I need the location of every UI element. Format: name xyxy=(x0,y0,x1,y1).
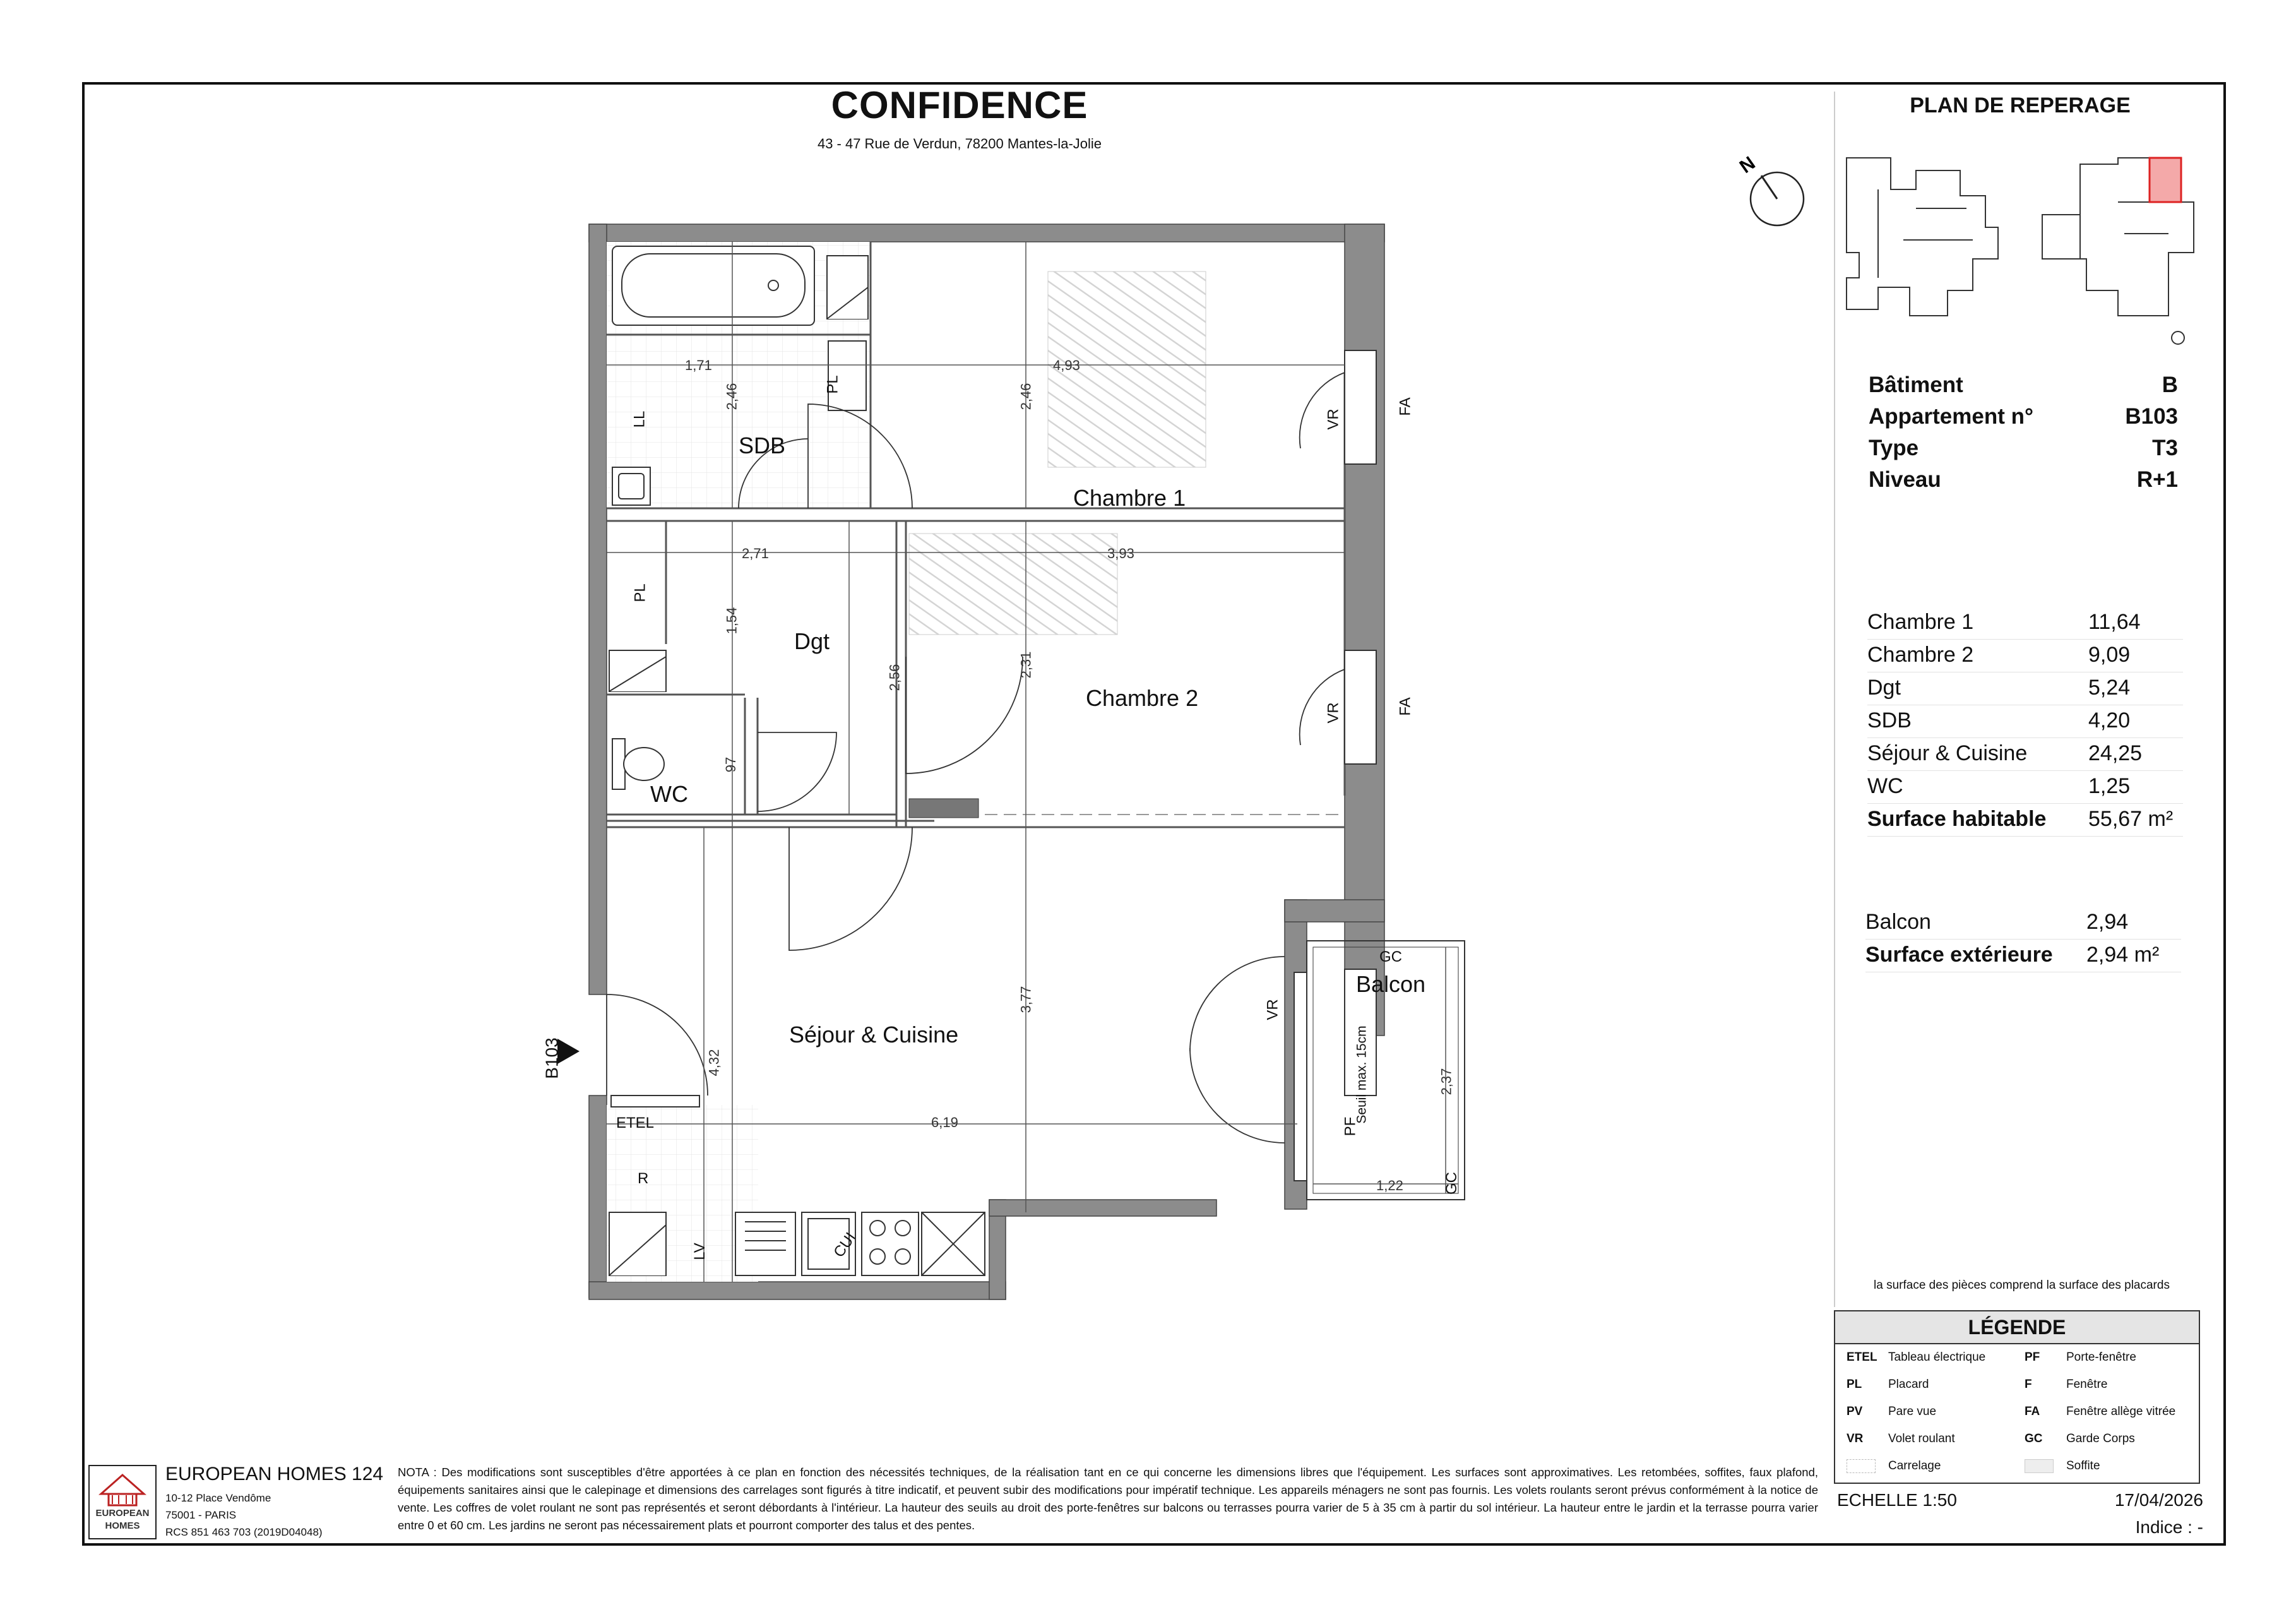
scale-label: ECHELLE 1:50 xyxy=(1837,1490,1957,1510)
key-plan-compass-icon xyxy=(2172,331,2184,344)
room-dgt: Dgt xyxy=(794,628,830,654)
label-cui: CUI xyxy=(830,1229,860,1261)
label-etel: ETEL xyxy=(616,1114,655,1131)
label-seuil: Seuil max. 15cm xyxy=(1354,1025,1369,1124)
dim-97: 97 xyxy=(723,756,739,773)
legend-item: PV Pare vue xyxy=(1847,1405,1937,1418)
legend-item: F Fenêtre xyxy=(2025,1378,2108,1391)
dim-2-46-ch1: 2,46 xyxy=(1018,383,1034,410)
dim-2-56: 2,56 xyxy=(886,664,903,691)
dim-3-93: 3,93 xyxy=(1107,546,1134,561)
dim-2-31: 2,31 xyxy=(1018,651,1034,679)
label-pf: PF xyxy=(1341,1116,1359,1137)
company-address-1: 10-12 Place Vendôme xyxy=(165,1492,271,1504)
dim-4-32: 4,32 xyxy=(706,1049,722,1077)
page-address: 43 - 47 Rue de Verdun, 78200 Mantes-la-Jolie xyxy=(817,136,1102,152)
legend-item-soffite: Soffite xyxy=(2025,1459,2195,1476)
soffite-chambre2 xyxy=(909,534,1117,635)
placard-dgt-icon xyxy=(609,650,666,691)
dim-3-77: 3,77 xyxy=(1018,986,1034,1013)
legend-item: FA Fenêtre allège vitrée xyxy=(2025,1405,2176,1418)
info-niveau: Niveau R+1 xyxy=(1869,467,2178,492)
room-chambre1: Chambre 1 xyxy=(1073,485,1186,511)
north-label: N xyxy=(1735,152,1759,178)
company-name: EUROPEAN HOMES 124 xyxy=(165,1464,384,1484)
nota-text: NOTA : Des modifications sont susceptibles d'être apportées à ce plan en fonction des nécessités techniques, de la réalisation tant en ce qui concerne les dimensions libres que l'équipement. Les surfaces sont approximatives. Les retombées, soffites, faux plafond, équipements sanitaires ainsi que le calepinage et dimensions des carrelages sont figurés à titre indicatif, et peuvent subir des modifications pour impératif technique. Les appareils ménagers ne sont pas fournis. Les volets roulants seront prévus conformément à la notice de vente. Les coffres de volet roulant ne sont pas représentés et seront débordants à l'intérieur. La hauteur des seuils au droit des porte-fenêtres sur balcons ou terrasses pourra varier de 5 à 35 cm à partir du sol intérieur. La hauteur entre le jardin et la terrasse pourra varier entre 0 et 60 cm. Les jardins ne seront pas nécessairement plats et pourront comporter des talus et des pentes. xyxy=(398,1466,1818,1532)
room-wc: WC xyxy=(650,781,688,807)
dim-1-22: 1,22 xyxy=(1376,1178,1403,1193)
north-compass-icon xyxy=(1730,152,1818,240)
dim-4-93: 4,93 xyxy=(1053,357,1080,373)
legend xyxy=(1834,1310,2200,1484)
page-title: CONFIDENCE xyxy=(831,84,1088,126)
label-vr-sejour: VR xyxy=(1264,999,1282,1020)
dim-2-37: 2,37 xyxy=(1438,1068,1454,1096)
indice-label: Indice : - xyxy=(2135,1517,2203,1537)
info-batiment: Bâtiment B xyxy=(1869,373,2178,397)
label-vr-ch2: VR xyxy=(1324,702,1342,724)
label-gc-top: GC xyxy=(1379,948,1402,965)
room-chambre2: Chambre 2 xyxy=(1086,685,1199,711)
label-fa-ch2: FA xyxy=(1396,697,1414,716)
surface-row: Dgt 5,24 xyxy=(1867,672,2183,705)
surface-row: WC 1,25 xyxy=(1867,770,2183,804)
exterieur-row: Balcon 2,94 xyxy=(1865,906,2181,940)
company-address-2: 75001 - PARIS xyxy=(165,1509,237,1521)
info-type: Type T3 xyxy=(1869,436,2178,460)
label-r: R xyxy=(638,1170,649,1187)
info-appartement: Appartement n° B103 xyxy=(1869,404,2178,429)
washbasin-icon xyxy=(612,467,650,505)
label-pl-dgt: PL xyxy=(631,583,649,602)
label-lv: LV xyxy=(691,1243,708,1260)
surface-row: Chambre 2 9,09 xyxy=(1867,639,2183,672)
room-sejour: Séjour & Cuisine xyxy=(789,1022,959,1048)
logo-text-1: EUROPEAN xyxy=(95,1508,150,1519)
apartment-highlight xyxy=(2150,158,2181,202)
bathtub-icon xyxy=(612,246,814,325)
dim-2-71: 2,71 xyxy=(742,546,769,561)
legend-title: LÉGENDE xyxy=(1835,1311,2199,1344)
legend-item: VR Volet roulant xyxy=(1847,1432,1955,1445)
legend-item: ETEL Tableau électrique xyxy=(1847,1351,1986,1364)
label-apartment-entry: B103 xyxy=(542,1037,562,1079)
label-gc-side: GC xyxy=(1443,1172,1460,1195)
legend-item: PL Placard xyxy=(1847,1378,1929,1391)
label-fa-ch1: FA xyxy=(1396,397,1414,416)
note-pieces: la surface des pièces comprend la surface des placards xyxy=(1874,1279,2170,1292)
legend-item: PF Porte-fenêtre xyxy=(2025,1351,2136,1364)
label-pl-sdb: PL xyxy=(824,375,842,394)
label-ll: LL xyxy=(631,410,648,428)
label-vr-ch1: VR xyxy=(1324,409,1342,430)
key-plan xyxy=(1840,152,2200,354)
plan-reperage-title: PLAN DE REPERAGE xyxy=(1910,93,2131,117)
dim-2-46-sdb: 2,46 xyxy=(723,383,740,410)
floor-plan xyxy=(556,215,1490,1313)
kitchen-appliances xyxy=(609,1212,985,1275)
house-logo-icon xyxy=(90,1470,155,1508)
dim-1-54: 1,54 xyxy=(723,607,740,635)
dim-6-19: 6,19 xyxy=(931,1114,958,1130)
logo-text-2: HOMES xyxy=(105,1520,140,1531)
placard-block xyxy=(909,799,978,818)
company-logo xyxy=(88,1465,157,1539)
room-sdb: SDB xyxy=(739,433,786,458)
surface-row: Chambre 1 11,64 xyxy=(1867,606,2183,640)
surface-row: Séjour & Cuisine 24,25 xyxy=(1867,737,2183,771)
surface-habitable-row: Surface habitable 55,67 m² xyxy=(1867,803,2183,837)
dim-1-71: 1,71 xyxy=(685,357,712,373)
etel-panel xyxy=(611,1096,699,1107)
legend-item: GC Garde Corps xyxy=(2025,1432,2135,1445)
company-address-3: RCS 851 463 703 (2019D04048) xyxy=(165,1526,323,1538)
surface-exterieure-row: Surface extérieure 2,94 m² xyxy=(1865,939,2181,972)
legend-item-carrelage: Carrelage xyxy=(1847,1459,2017,1476)
surface-row: SDB 4,20 xyxy=(1867,705,2183,738)
room-balcon: Balcon xyxy=(1356,971,1426,997)
date-label: 17/04/2026 xyxy=(2114,1490,2203,1510)
